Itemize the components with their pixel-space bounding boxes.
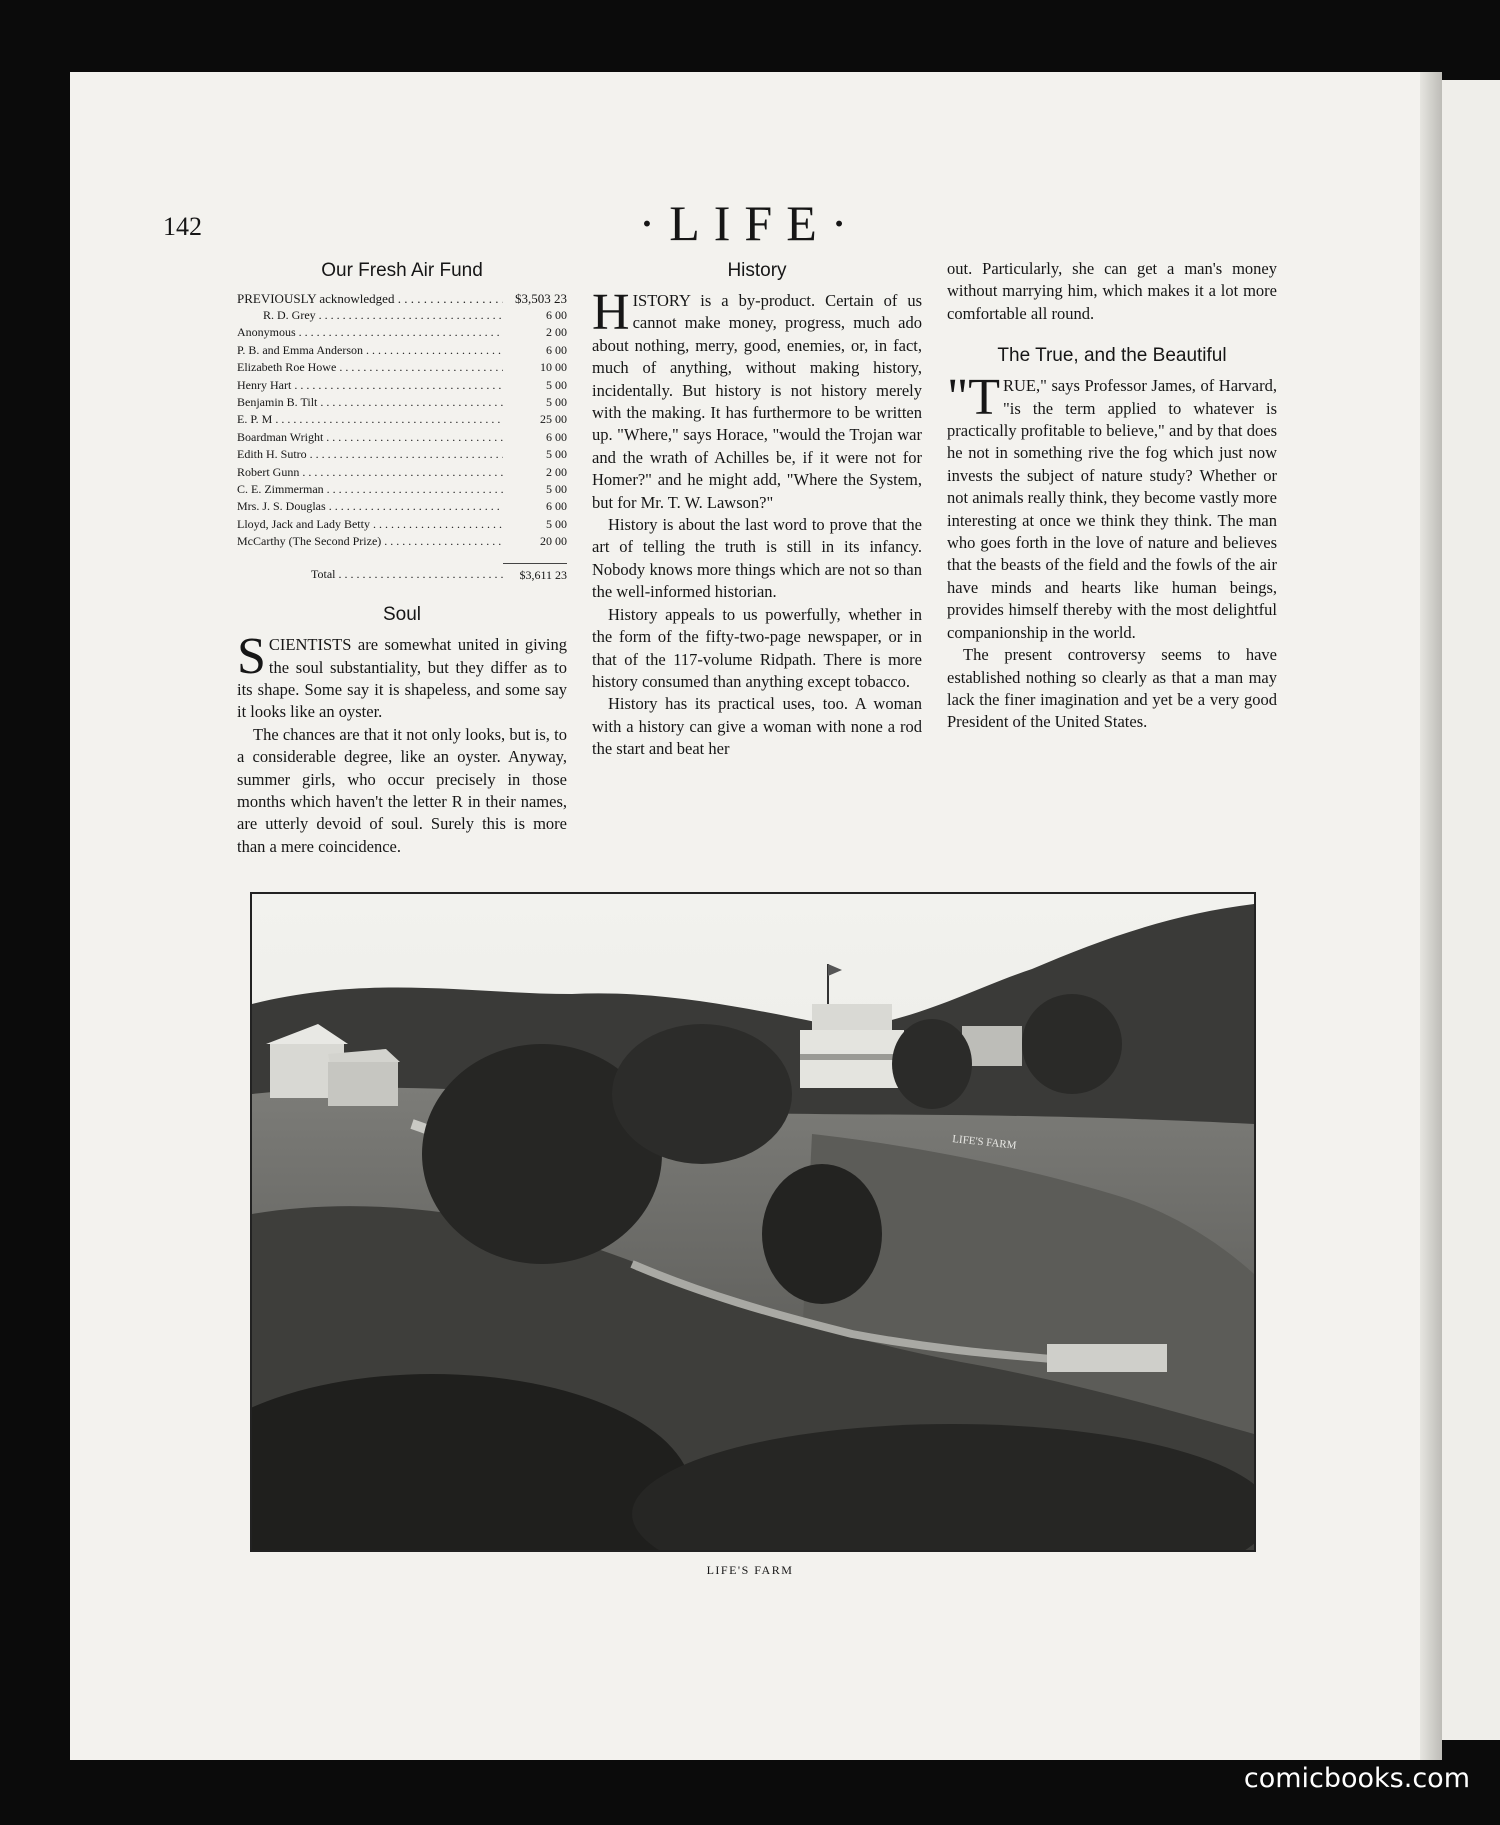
history-p1-text: ISTORY is a by-product. Certain of us cannot make money, progress, much ado about nothing, merry, good, enemies, or, in fact, much of anything, without making history, incidentally. But history is not history merely with the making. It has furthermore to be written up. "Where," says Horace, "would the Trojan war and the wrath of Achilles be, if it were not for Homer?" and he might add, "Where the System, but for Mr. T. W. Lawson?" — [592, 291, 922, 512]
page-number: 142 — [163, 212, 202, 241]
fund-entry — [237, 481, 567, 498]
fund-entry-name: Benjamin B. Tilt . . . — [237, 394, 503, 411]
history-paragraph-2: History is about the last word to prove that the art of telling the truth is still in its infancy. Nobody knows more things which are not so than the well-informed historian. — [592, 515, 922, 602]
fund-entry-name: Boardman Wright . . . — [237, 429, 503, 446]
fund-total — [237, 559, 567, 586]
history-continued: out. Particularly, she can get a man's money without marrying him, which makes it a lot more comfortable all round. — [947, 259, 1277, 323]
fund-entry-name: Anonymous . . . — [237, 324, 503, 341]
fund-entry-amount: 5 00 — [546, 516, 567, 531]
history-paragraph-1 — [592, 284, 922, 514]
fund-entry-name: Elizabeth Roe Howe . . . — [237, 359, 503, 376]
fund-entry — [237, 446, 567, 463]
soul-paragraph-1 — [237, 628, 567, 724]
fund-entry-name: Henry Hart . . . — [237, 377, 503, 394]
fund-entry-name: C. E. Zimmerman . . . — [237, 481, 503, 498]
fund-first-amount: $3,503 23 — [515, 291, 567, 306]
fund-first-entry — [237, 290, 567, 307]
fund-heading: Our Fresh Air Fund — [321, 260, 483, 281]
true-paragraph-1 — [947, 369, 1277, 644]
fund-entry-name: Robert Gunn . . . — [237, 464, 503, 481]
column-right — [947, 258, 1277, 734]
fund-entry-name: P. B. and Emma Anderson . . . — [237, 342, 503, 359]
farm-landscape-illustration — [252, 894, 1254, 1550]
fund-entry-amount: 20 00 — [540, 534, 567, 549]
history-paragraph-3: History appeals to us powerfully, whether in the form of the fifty-two-page newspaper, or in that of the 117-volume Ridpath. There is more history consumed than anything except tobacco. — [592, 604, 922, 691]
history-dropcap: H — [592, 284, 630, 341]
fund-entry-amount: 25 00 — [540, 412, 567, 427]
photo-caption: LIFE'S FARM — [706, 1563, 794, 1577]
fund-entry — [237, 411, 567, 428]
masthead: ·LIFE· — [638, 195, 862, 251]
column-left — [237, 258, 567, 858]
farm-sign-text: LIFE'S FARM — [951, 1133, 1018, 1152]
fund-total-label: Total . . . — [237, 563, 503, 586]
book-spine — [1420, 72, 1442, 1760]
fund-entry — [237, 394, 567, 411]
fund-total-amount: $3,611 23 — [503, 563, 567, 586]
fund-entry-amount: 5 00 — [546, 447, 567, 462]
facing-page-edge — [1442, 80, 1500, 1740]
fund-entry-amount: 5 00 — [546, 377, 567, 392]
fund-entry — [237, 464, 567, 481]
fund-entry-amount: 6 00 — [546, 308, 567, 322]
fund-entry-amount: 6 00 — [546, 429, 567, 444]
history-paragraph-4: History has its practical uses, too. A woman with a history can give a woman with none a rod the start and beat her — [592, 694, 922, 759]
true-paragraph-2: The present controversy seems to have established nothing so clearly as that a man may lack the finer imagination and yet be a very good President of the United States. — [947, 645, 1277, 732]
fund-entry-amount: 5 00 — [546, 482, 567, 497]
true-dropcap: "T — [947, 369, 1000, 427]
true-p1-text: RUE," says Professor James, of Harvard, "is the term applied to whatever is practically profitable to believe," and by that does he not in something rive the fog which just now invests the subject of nature study? Whether or not animals really think, they become vastly more interesting at once we think they think. The man who goes forth in the love of nature and believes that the beasts of the field and the fowls of the air have minds and hearts like human beings, provides himself thereby with the most delightful companionship in the world. — [947, 376, 1277, 642]
history-heading: History — [727, 260, 787, 281]
farm-photograph — [250, 892, 1256, 1552]
soul-paragraph-2: The chances are that it not only looks, but is, to a considerable degree, like an oyster. Anyway, summer girls, who occur precisely in those months which haven't the letter R in their names, are utterly devoid of soul. Surely this is more than a mere coincidence. — [237, 724, 567, 856]
fund-entry-amount: 6 00 — [546, 499, 567, 514]
column-middle — [592, 258, 922, 761]
soul-heading: Soul — [382, 604, 422, 626]
fund-entry-amount: 2 00 — [546, 325, 567, 340]
fund-entry — [237, 516, 567, 533]
fund-list — [237, 307, 567, 551]
fund-entry-name: McCarthy (The Second Prize) . . . — [237, 533, 503, 550]
fund-entry-amount: 6 00 — [546, 342, 567, 357]
soul-dropcap: S — [237, 628, 266, 686]
fund-entry — [237, 498, 567, 515]
fund-entry — [237, 359, 567, 376]
fund-entry-amount: 10 00 — [540, 360, 567, 375]
fund-entry — [237, 377, 567, 394]
fund-entry — [237, 307, 567, 324]
fund-entry-name: E. P. M . . . — [237, 411, 503, 428]
site-watermark: comicbooks.com — [1243, 1763, 1470, 1794]
true-heading: The True, and the Beautiful — [997, 345, 1227, 367]
fund-entry-amount: 2 00 — [546, 464, 567, 479]
fund-entry — [237, 324, 567, 341]
fund-entry — [237, 342, 567, 359]
fund-first-name: PREVIOUSLY acknowledged . . . — [237, 290, 503, 307]
fund-entry-name: Mrs. J. S. Douglas . . . — [237, 498, 503, 515]
fund-entry-name: R. D. Grey . . . — [237, 307, 503, 324]
soul-p1-text: CIENTISTS are somewhat united in giving the soul substantiality, but they differ as to its shape. Some say it is shapeless, and some say it looks like an oyster. — [237, 635, 567, 722]
fund-entry-amount: 5 00 — [546, 395, 567, 410]
fund-entry-name: Edith H. Sutro . . . — [237, 446, 503, 463]
fund-entry-name: Lloyd, Jack and Lady Betty . . . — [237, 516, 503, 533]
fund-entry — [237, 429, 567, 446]
fund-entry — [237, 533, 567, 550]
